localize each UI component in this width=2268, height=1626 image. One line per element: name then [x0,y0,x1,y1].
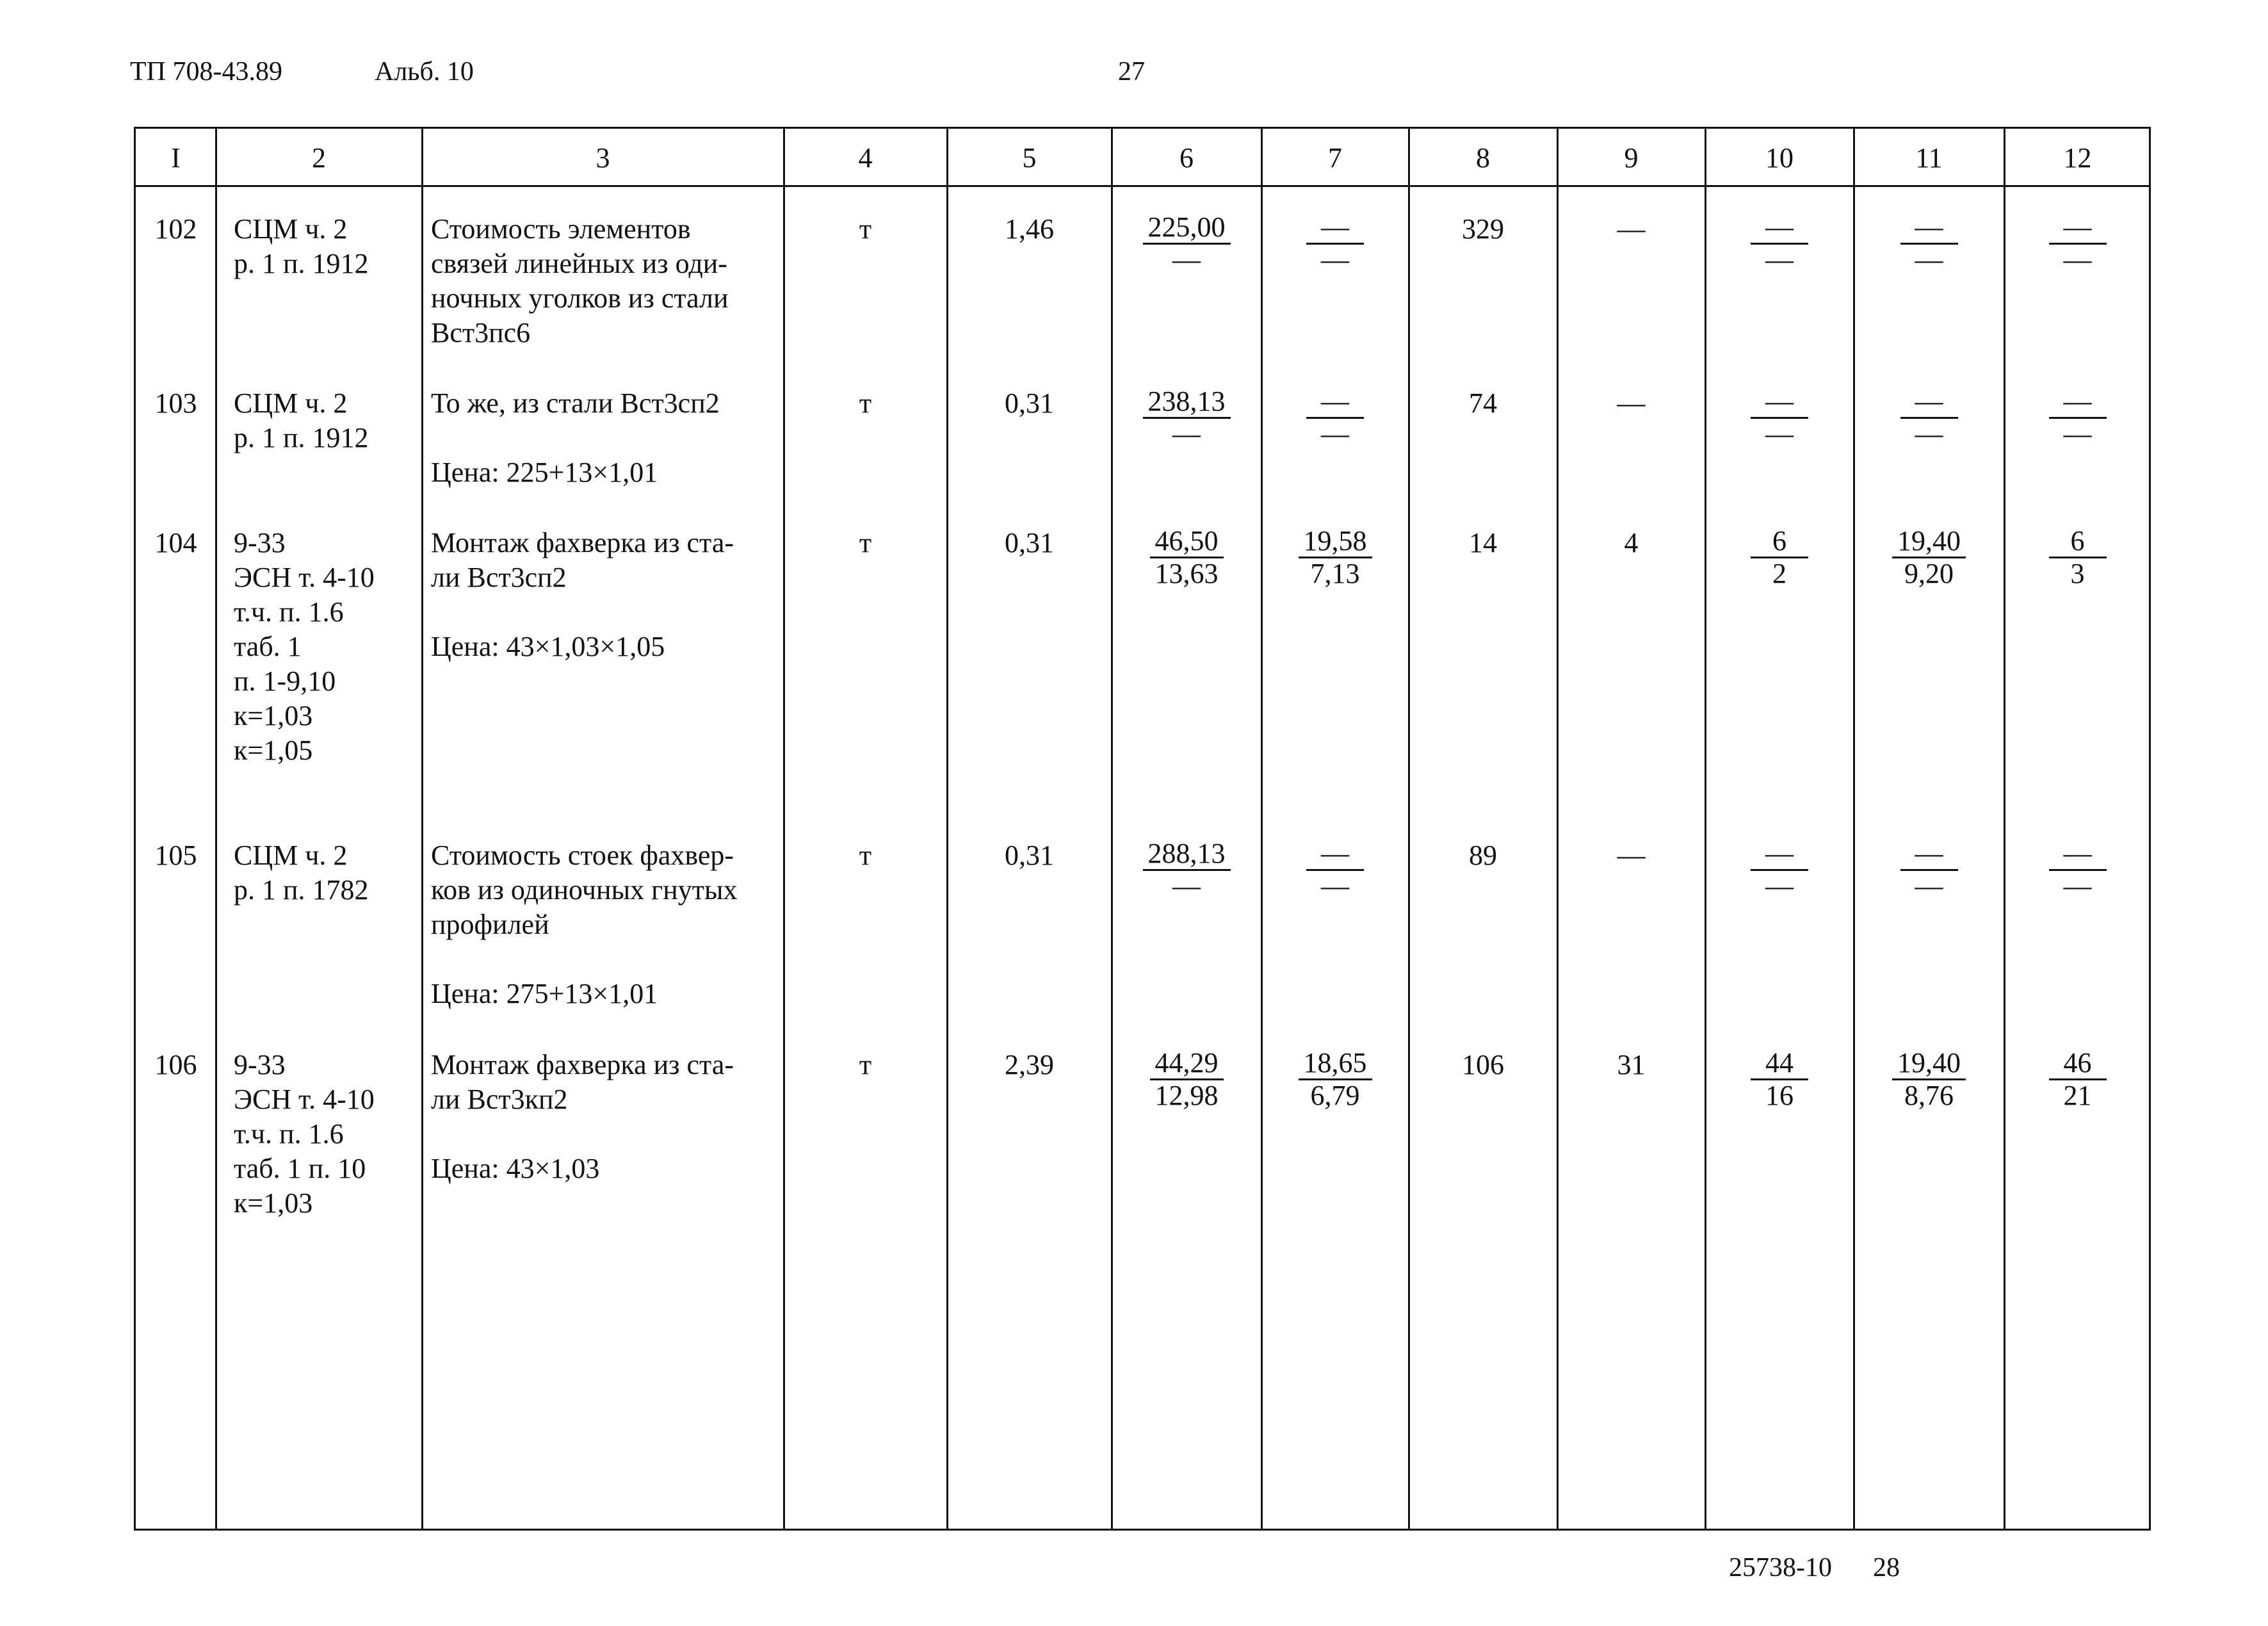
column-header-3: 3 [595,142,610,174]
fraction-denominator: — [1915,244,1943,275]
source-line: п. 1-9,10 [234,665,336,697]
quantity: 0,31 [1005,387,1054,419]
labor-hours-fraction [1854,386,2004,450]
total-cost: 329 [1462,213,1504,245]
fraction-numerator: — [1915,386,1943,417]
column-header-5: 5 [1022,142,1037,174]
source-line: 9-33 [234,527,286,558]
description-line: ков из одиночных гнутых [431,874,738,906]
fraction-numerator: 19,58 [1303,525,1367,557]
column-divider [215,129,217,1529]
column-divider [2004,129,2005,1529]
fraction-numerator: 19,40 [1897,525,1961,557]
fraction-denominator: 21 [2063,1080,2092,1111]
fraction-denominator: — [1321,870,1349,902]
fraction-numerator: 19,40 [1897,1047,1961,1078]
unit: т [859,1049,872,1080]
column-header-2: 2 [312,142,326,174]
fraction-numerator: 6 [2070,525,2085,557]
spacer [431,1117,784,1151]
work-description [422,386,784,490]
machine-cost-fraction [1705,386,1854,450]
row-number: 105 [154,840,197,871]
description-line: ли Вст3сп2 [431,562,567,593]
work-description [422,1048,784,1186]
fraction-denominator: 6,79 [1310,1080,1360,1111]
quantity: 0,31 [1005,840,1054,871]
wages-total: — [1617,840,1646,871]
unit-cost-fraction [1112,386,1261,450]
total-cost: 89 [1469,840,1497,871]
sheet-code: 25738-10 [1729,1553,1832,1582]
unit: т [859,527,872,558]
fraction-denominator: — [2063,244,2092,275]
description-line: ли Вст3кп2 [431,1084,568,1115]
fraction-numerator: 288,13 [1147,838,1226,869]
column-header-1: I [171,142,181,174]
labor-cost-fraction [1261,212,1409,275]
price-formula: Цена: 43×1,03×1,05 [431,631,665,662]
column-divider [1408,129,1410,1529]
spacer [431,942,784,977]
source-line: к=1,05 [234,735,313,766]
source-line: р. 1 п. 1782 [234,874,369,906]
description-line: Вст3пс6 [431,317,531,348]
fraction-denominator: — [2063,418,2092,450]
labor-cost-fraction [1261,526,1409,589]
unit-cost-fraction [1112,526,1261,589]
quantity: 2,39 [1005,1049,1054,1080]
fraction-denominator: 13,63 [1154,558,1219,589]
fraction-denominator: — [1321,418,1349,450]
unit: т [859,213,872,245]
fraction-denominator: — [1765,244,1794,275]
unit: т [859,840,872,871]
header-divider [136,185,2149,187]
fraction-denominator: — [1915,870,1943,902]
quantity: 0,31 [1005,527,1054,558]
source-line: р. 1 п. 1912 [234,422,369,453]
labor-hours-fraction [1854,526,2004,589]
labor-total-fraction [2004,212,2151,275]
description-line: ночных уголков из стали [431,282,729,314]
work-description [422,212,784,350]
album-label: Альб. 10 [375,57,474,86]
total-cost: 14 [1469,527,1497,558]
source-line: к=1,03 [234,1187,313,1219]
column-divider [946,129,948,1529]
fraction-numerator: — [2063,386,2092,417]
labor-total-fraction [2004,386,2151,450]
fraction-numerator: 18,65 [1303,1047,1367,1078]
fraction-numerator: 44 [1765,1047,1794,1078]
machine-cost-fraction [1705,838,1854,902]
fraction-numerator: — [2063,838,2092,869]
fraction-numerator: — [1321,211,1349,243]
column-header-6: 6 [1179,142,1194,174]
column-header-11: 11 [1915,142,1943,174]
fraction-denominator: — [1321,244,1349,275]
source-reference [216,212,422,281]
quantity: 1,46 [1005,213,1054,245]
fraction-numerator: — [1915,211,1943,243]
fraction-denominator: 9,20 [1904,558,1954,589]
source-line: ЭСН т. 4-10 [234,1084,375,1115]
price-formula: Цена: 43×1,03 [431,1153,600,1184]
fraction-denominator: 2 [1772,558,1786,589]
description-line: Монтаж фахверка из ста- [431,1049,734,1080]
estimate-table [134,127,2151,1531]
unit-cost-fraction [1112,838,1261,902]
source-line: СЦМ ч. 2 [234,840,348,871]
spacer [431,421,784,455]
fraction-numerator: — [1915,838,1943,869]
fraction-numerator: — [1321,386,1349,417]
source-line: СЦМ ч. 2 [234,387,348,419]
source-line: к=1,03 [234,700,313,731]
fraction-denominator: 16 [1765,1080,1794,1111]
description-line: профилей [431,909,549,940]
labor-total-fraction [2004,1048,2151,1111]
fraction-numerator: — [1321,838,1349,869]
total-cost: 74 [1469,387,1497,419]
source-line: т.ч. п. 1.6 [234,1118,344,1150]
fraction-numerator: 46,50 [1154,525,1219,557]
labor-total-fraction [2004,838,2151,902]
fraction-numerator: 44,29 [1154,1047,1219,1078]
machine-cost-fraction [1705,1048,1854,1111]
source-line: ЭСН т. 4-10 [234,562,375,593]
column-header-12: 12 [2063,142,2092,174]
machine-cost-fraction [1705,212,1854,275]
source-reference [216,1048,422,1221]
labor-total-fraction [2004,526,2151,589]
wages-total: 4 [1624,527,1639,558]
price-formula: Цена: 225+13×1,01 [431,457,658,488]
source-line: таб. 1 [234,631,302,662]
document-code: ТП 708-43.89 [130,57,282,86]
source-line: р. 1 п. 1912 [234,248,369,279]
row-number: 102 [154,213,197,245]
fraction-denominator: — [1172,870,1201,902]
fraction-numerator: 225,00 [1147,211,1226,243]
price-formula: Цена: 275+13×1,01 [431,978,658,1009]
description-line: Стоимость элементов [431,213,691,245]
page-number: 27 [1118,57,1145,86]
column-header-8: 8 [1476,142,1490,174]
fraction-denominator: — [1765,418,1794,450]
unit-cost-fraction [1112,1048,1261,1111]
column-header-10: 10 [1765,142,1794,174]
total-cost: 106 [1462,1049,1504,1080]
source-reference [216,838,422,907]
source-line: т.ч. п. 1.6 [234,596,344,628]
fraction-numerator: 6 [1772,525,1786,557]
fraction-numerator: — [1765,211,1794,243]
column-divider [1111,129,1113,1529]
column-divider [1261,129,1263,1529]
fraction-numerator: 238,13 [1147,386,1226,417]
fraction-denominator: 12,98 [1154,1080,1219,1111]
column-header-7: 7 [1328,142,1342,174]
source-reference [216,386,422,455]
wages-total: 31 [1617,1049,1646,1080]
wages-total: — [1617,213,1646,245]
description-line: Стоимость стоек фахвер- [431,840,734,871]
fraction-denominator: 8,76 [1904,1080,1954,1111]
unit: т [859,387,872,419]
work-description [422,526,784,664]
column-divider [1705,129,1706,1529]
labor-cost-fraction [1261,838,1409,902]
source-line: 9-33 [234,1049,286,1080]
fraction-numerator: — [2063,211,2092,243]
row-number: 106 [154,1049,197,1080]
column-header-9: 9 [1624,142,1639,174]
sheet-number: 28 [1873,1553,1900,1582]
column-header-4: 4 [858,142,873,174]
fraction-denominator: — [2063,870,2092,902]
work-description [422,838,784,1011]
fraction-numerator: 46 [2063,1047,2092,1078]
row-number: 104 [154,527,197,558]
fraction-denominator: 3 [2070,558,2085,589]
source-line: таб. 1 п. 10 [234,1153,366,1184]
column-divider [1853,129,1855,1529]
wages-total: — [1617,387,1646,419]
description-line: связей линейных из оди- [431,248,727,279]
fraction-numerator: — [1765,838,1794,869]
fraction-numerator: — [1765,386,1794,417]
fraction-denominator: 7,13 [1310,558,1360,589]
source-reference [216,526,422,768]
labor-hours-fraction [1854,1048,2004,1111]
labor-cost-fraction [1261,386,1409,450]
source-line: СЦМ ч. 2 [234,213,348,245]
spacer [431,595,784,630]
labor-cost-fraction [1261,1048,1409,1111]
row-number: 103 [154,387,197,419]
machine-cost-fraction [1705,526,1854,589]
description-line: Монтаж фахверка из ста- [431,527,734,558]
labor-hours-fraction [1854,212,2004,275]
unit-cost-fraction [1112,212,1261,275]
column-divider [1557,129,1559,1529]
fraction-denominator: — [1172,244,1201,275]
fraction-denominator: — [1915,418,1943,450]
description-line: То же, из стали Вст3сп2 [431,387,720,419]
fraction-denominator: — [1172,418,1201,450]
fraction-denominator: — [1765,870,1794,902]
labor-hours-fraction [1854,838,2004,902]
